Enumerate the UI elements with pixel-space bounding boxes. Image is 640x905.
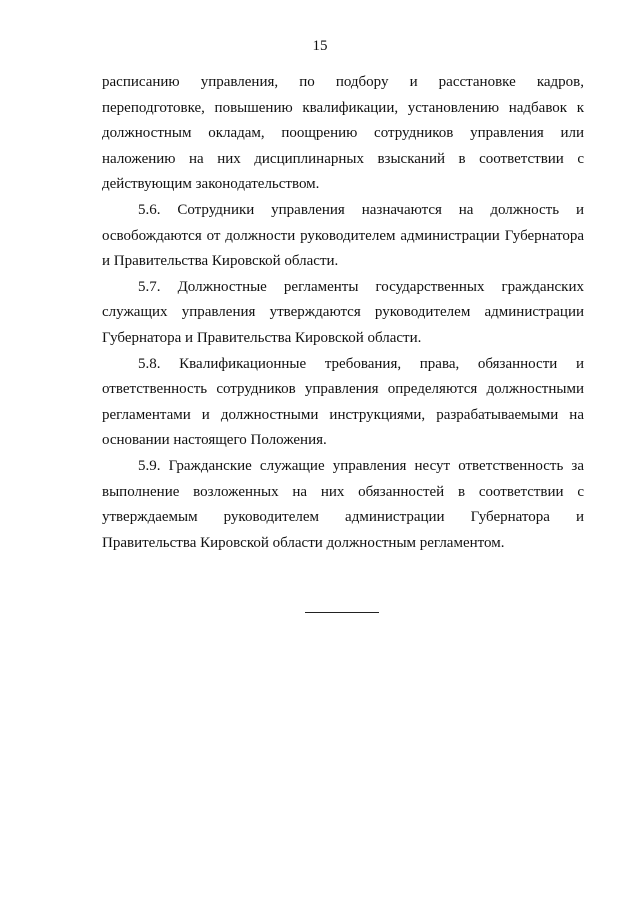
page-number: 15 (312, 38, 328, 54)
paragraph-5-6: 5.6. Сотрудники управления назначаются на должность и освобождаются от должности руководителем администрации Губернатора и Правительства Кировской области. (102, 201, 584, 270)
end-of-document-rule (305, 612, 379, 613)
paragraph-continuation: расписанию управления, по подбору и расстановке кадров, переподготовке, повышению квалификации, установлению надбавок к должностным окладам, поощрению сотрудников управления или наложению на них дисциплинарных взысканий в соответствии с действующим законодательством. (102, 74, 584, 193)
paragraph-5-7: 5.7. Должностные регламенты государственных гражданских служащих управления утверждаются руководителем администрации Губернатора и Правительства Кировской области. (102, 278, 584, 346)
document-body (102, 70, 584, 556)
paragraph-5-9: 5.9. Гражданские служащие управления несут ответственность за выполнение возложенных на них обязанностей в соответствии с утверждаемым руководителем администрации Губернатора и Правительства Кировской области должностным регламентом. (102, 457, 584, 551)
paragraph-5-8: 5.8. Квалификационные требования, права, обязанности и ответственность сотрудников управления определяются должностными регламентами и должностными инструкциями, разрабатываемыми на основании настоящего Положения. (102, 355, 584, 449)
